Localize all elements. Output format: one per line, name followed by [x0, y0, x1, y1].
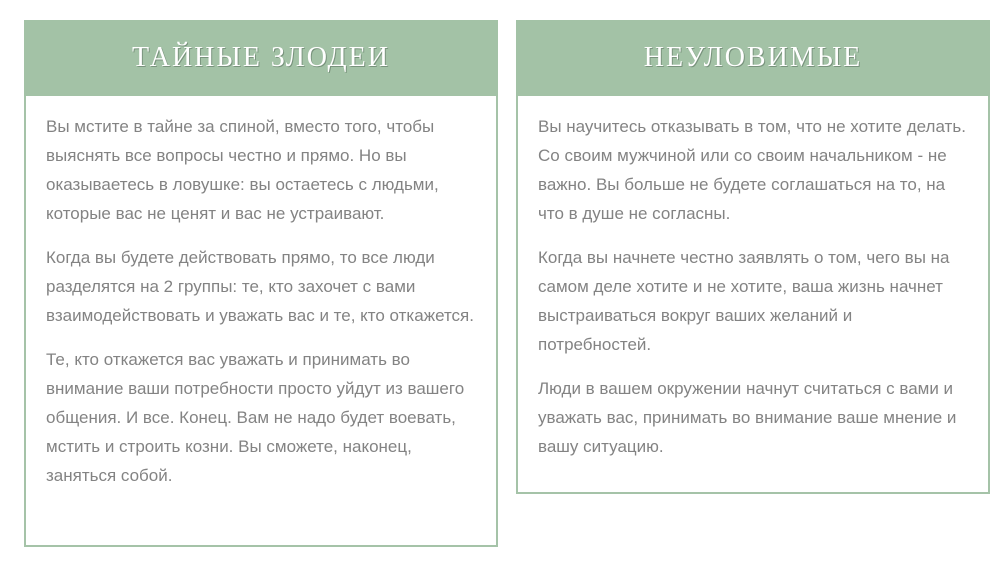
paragraph: Вы научитесь отказывать в том, что не хотите делать. Со своим мужчиной или со своим начальником - не важно. Вы больше не будете соглашаться на то, на что в душе не согласны.	[538, 117, 966, 223]
paragraph: Когда вы будете действовать прямо, то все люди разделятся на 2 группы: те, кто захочет с вами взаимодействовать и уважать вас и те, кто откажется.	[46, 248, 474, 325]
card-elusive	[516, 20, 990, 494]
card-body-elusive	[516, 96, 990, 494]
paragraph: Люди в вашем окружении начнут считаться с вами и уважать вас, принимать во внимание ваше мнение и вашу ситуацию.	[538, 379, 957, 456]
paragraph: Вы мстите в тайне за спиной, вместо того, чтобы выяснять все вопросы честно и прямо. Но вы оказываетесь в ловушке: вы остаетесь с людьми, которые вас не ценят и вас не устраивают.	[46, 117, 439, 223]
card-title-elusive: НЕУЛОВИМЫЕ	[643, 42, 863, 73]
card-secret-villains	[24, 20, 498, 547]
card-body-secret-villains	[24, 96, 498, 547]
card-header-secret-villains	[24, 20, 498, 96]
card-title-secret-villains: ТАЙНЫЕ ЗЛОДЕИ	[132, 42, 390, 73]
paragraph: Когда вы начнете честно заявлять о том, чего вы на самом деле хотите и не хотите, ваша жизнь начнет выстраиваться вокруг ваших желаний и потребностей.	[538, 248, 950, 354]
card-header-elusive	[516, 20, 990, 96]
paragraph: Те, кто откажется вас уважать и принимать во внимание ваши потребности просто уйдут из вашего общения. И все. Конец. Вам не надо будет воевать, мстить и строить козни. Вы сможете, наконец, заняться собой.	[46, 350, 465, 485]
